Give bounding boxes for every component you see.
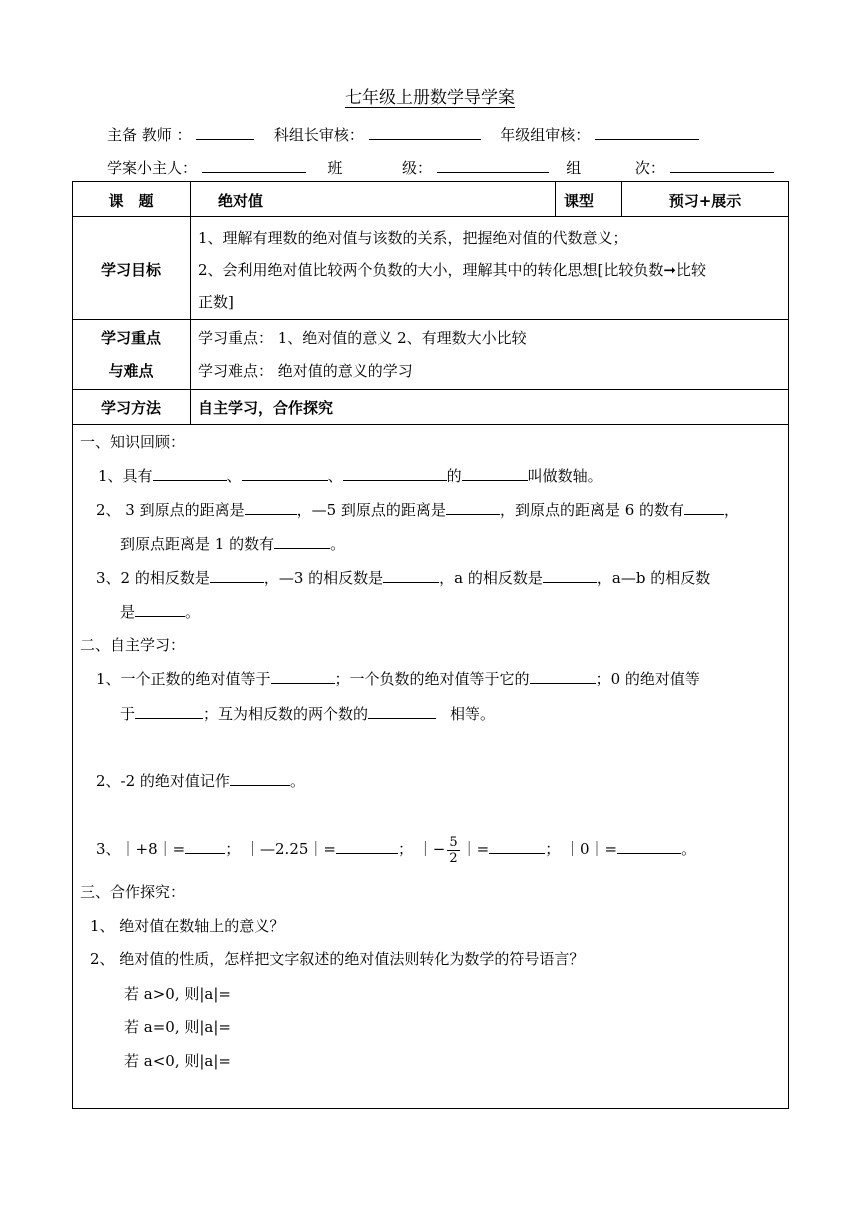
answer-blank[interactable]	[343, 468, 447, 481]
answer-blank[interactable]	[462, 468, 528, 481]
order-label: 次：	[634, 159, 665, 177]
self-study-q2: 2、-2 的绝对值记作 。	[96, 772, 305, 790]
goals-label: 学习目标	[100, 261, 161, 279]
header-line-2	[107, 157, 774, 178]
review-q3-line2: 是 。	[120, 603, 201, 621]
answer-blank[interactable]	[210, 570, 264, 583]
group-label: 组	[566, 159, 582, 177]
type-label: 课型	[564, 192, 595, 210]
row-divider	[72, 319, 789, 320]
answer-blank[interactable]	[242, 468, 328, 481]
column-divider	[555, 181, 556, 216]
row-divider	[72, 389, 789, 390]
explore-case-zero: 若 a=0, 则|a|=	[124, 1018, 231, 1036]
host-label: 学案小主人：	[107, 159, 198, 177]
self-study-heading: 二、自主学习：	[80, 636, 186, 654]
fraction-five-halves: $\frac{5}{2}$	[449, 834, 458, 866]
review-q2-line2: 到原点距离是 1 的数有 。	[120, 535, 346, 553]
answer-blank[interactable]	[684, 502, 724, 515]
grade-review-blank[interactable]	[595, 125, 699, 140]
answer-blank[interactable]	[153, 468, 227, 481]
topic-label: 课 题	[108, 192, 154, 210]
page-title: 七年级上册数学导学案	[345, 88, 515, 108]
grade-review-label: 年级组审核：	[500, 126, 591, 144]
answer-blank[interactable]	[230, 773, 290, 786]
teacher-label: 主备 教师 ：	[107, 126, 192, 144]
answer-blank[interactable]	[135, 706, 203, 719]
section-review-blank[interactable]	[369, 125, 481, 140]
key-label-1: 学习重点	[100, 329, 161, 347]
goal-line-3: 正数]	[198, 293, 234, 311]
answer-blank[interactable]	[185, 841, 225, 854]
answer-blank[interactable]	[446, 502, 500, 515]
review-q3: 3、2 的相反数是 ，—3 的相反数是 ，a 的相反数是 ，a—b 的相反数	[96, 569, 711, 587]
method-label: 学习方法	[100, 399, 161, 417]
header-line-1	[107, 124, 699, 145]
column-divider	[190, 181, 191, 424]
explore-q1: 1、 绝对值在数轴上的意义？	[90, 917, 285, 935]
self-study-q3: 3、｜+8｜= ； ｜—2.25｜= ； ｜− $\frac{5}{2}$ ｜= ； ｜0｜= 。	[96, 834, 697, 866]
host-blank[interactable]	[202, 158, 306, 173]
key-label-2: 与难点	[108, 362, 154, 380]
answer-blank[interactable]	[368, 706, 436, 719]
order-blank[interactable]	[670, 158, 774, 173]
review-q1: 1、具有 、 、 的 叫做数轴。	[98, 467, 603, 485]
row-divider	[72, 216, 789, 217]
method-value: 自主学习，合作探究	[198, 399, 334, 417]
teacher-blank[interactable]	[196, 125, 254, 140]
explore-case-positive: 若 a>0, 则|a|=	[124, 985, 231, 1003]
answer-blank[interactable]	[617, 841, 681, 854]
row-divider	[72, 424, 789, 425]
class-label-b: 级：	[401, 159, 432, 177]
answer-blank[interactable]	[271, 671, 335, 684]
explore-heading: 三、合作探究：	[80, 883, 186, 901]
class-blank[interactable]	[437, 158, 549, 173]
answer-blank[interactable]	[530, 671, 596, 684]
self-study-q1: 1、一个正数的绝对值等于 ；一个负数的绝对值等于它的 ；0 的绝对值等	[96, 670, 700, 688]
review-heading: 一、知识回顾：	[80, 433, 186, 451]
goal-line-1: 1、理解有理数的绝对值与该数的关系，把握绝对值的代数意义；	[198, 229, 628, 247]
answer-blank[interactable]	[383, 570, 439, 583]
goal-line-2: 2、会利用绝对值比较两个负数的大小，理解其中的转化思想[比较负数➞比较	[198, 261, 706, 279]
answer-blank[interactable]	[336, 841, 398, 854]
explore-case-negative: 若 a<0, 则|a|=	[124, 1052, 231, 1070]
class-label-a: 班	[327, 159, 343, 177]
answer-blank[interactable]	[245, 502, 297, 515]
answer-blank[interactable]	[543, 570, 597, 583]
section-review-label: 科组长审核：	[273, 126, 364, 144]
self-study-q1-line2: 于 ；互为相反数的两个数的 相等。	[120, 705, 496, 723]
answer-blank[interactable]	[135, 604, 185, 617]
review-q2: 2、 3 到原点的距离是 ，—5 到原点的距离是 ，到原点的距离是 6 的数有 ，	[96, 501, 740, 519]
answer-blank[interactable]	[274, 536, 330, 549]
difficult-point: 学习难点： 绝对值的意义的学习	[198, 362, 413, 380]
topic-value: 绝对值	[218, 192, 264, 210]
key-point: 学习重点： 1、绝对值的意义 2、有理数大小比较	[198, 329, 527, 347]
type-value: 预习+展示	[668, 192, 742, 210]
answer-blank[interactable]	[489, 841, 545, 854]
explore-q2: 2、 绝对值的性质，怎样把文字叙述的绝对值法则转化为数学的符号语言？	[90, 950, 585, 968]
